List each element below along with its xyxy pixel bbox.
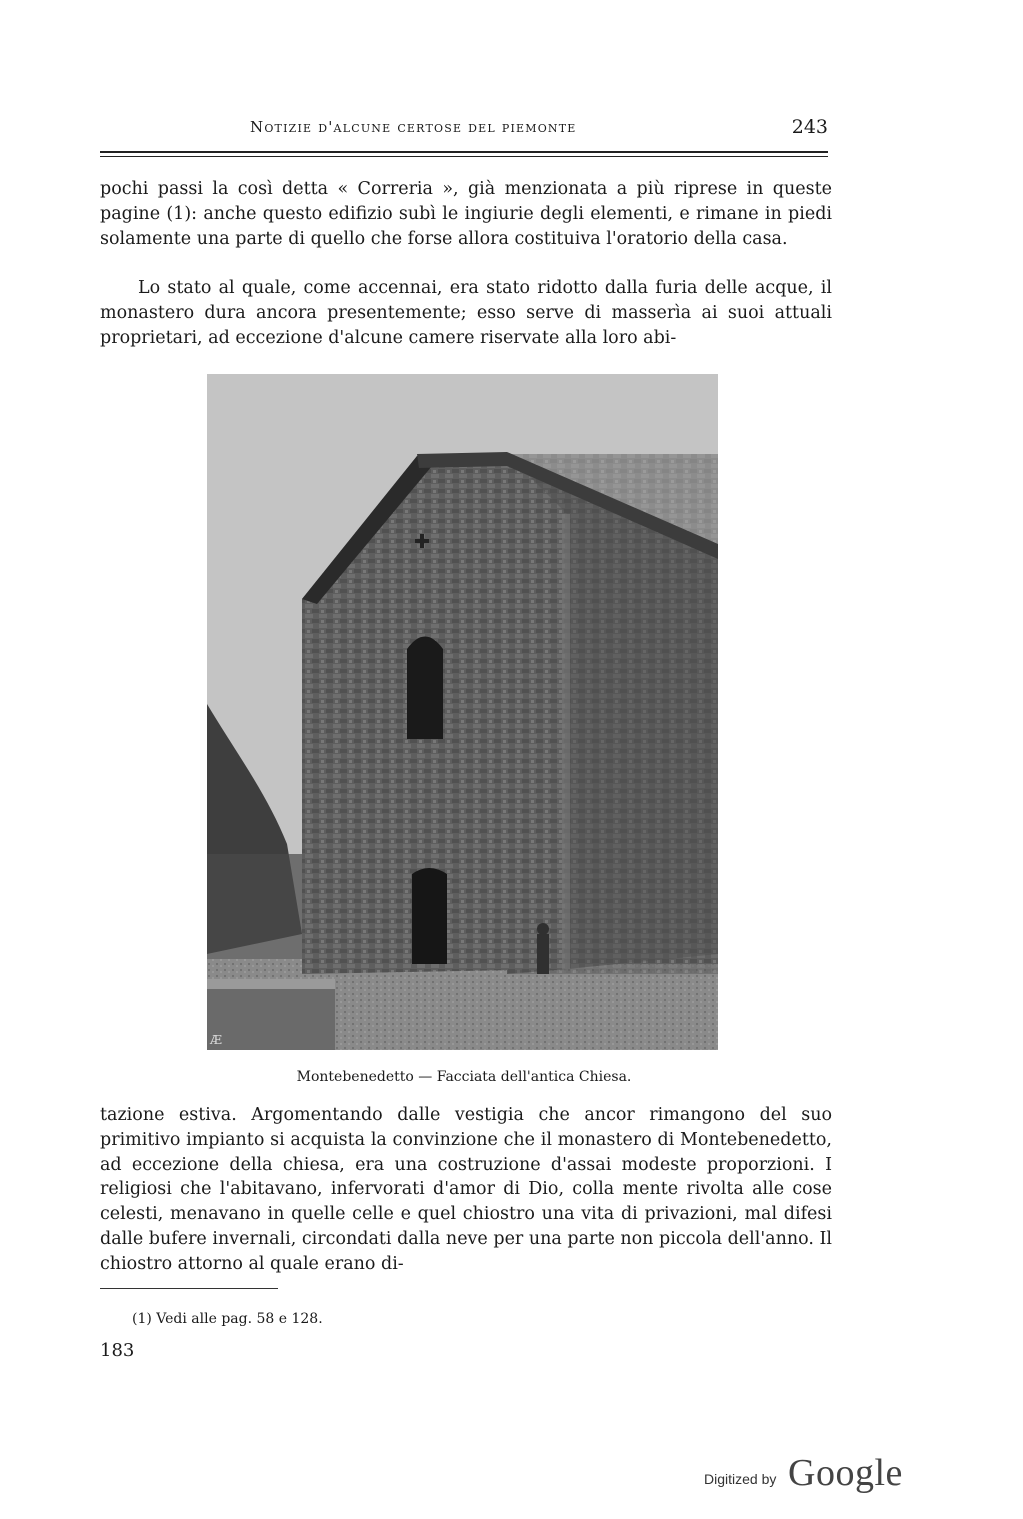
church-photograph: [207, 374, 718, 1050]
figure-caption: Montebenedetto — Facciata dell'antica Chiesa.: [296, 1069, 632, 1085]
google-logo: Google: [788, 1452, 903, 1494]
paragraph-3: tazione estiva. Argomentando dalle vestigia che ancor rimangono del suo primitivo impianto si acquista la convinzione che il monastero di Montebenedetto, ad eccezione della chiesa, era una costruzione d'assai modeste proporzioni. I religiosi che l'abitavano, infervorati d'amor di Dio, colla mente rivolta alle cose celesti, menavano in quelle celle e quel chiostro una vita di privazioni, mal difesi dalle bufere invernali, circondati dalla neve per una parte non piccola dell'anno. Il chiostro attorno al quale erano di-: [100, 1105, 832, 1274]
digitized-by-watermark: [704, 1452, 924, 1495]
church-door: [412, 868, 447, 964]
header-rule-thick: [100, 151, 828, 153]
header-rule-thin: [100, 156, 828, 157]
footnote-rule: [100, 1288, 278, 1289]
signature-mark: 183: [100, 1340, 135, 1361]
engraver-mark: Æ: [210, 1033, 223, 1047]
header-title: Notizie d'alcune certose del piemonte: [250, 118, 577, 136]
footnote: (1) Vedi alle pag. 58 e 128.: [132, 1311, 323, 1327]
digitized-label: Digitized by: [704, 1471, 777, 1487]
paragraph-2: Lo stato al quale, come accennai, era stato ridotto dalla furia delle acque, il monastero dura ancora presentemente; esso serve di masserìa ai suoi attuali proprietari, ad eccezione d'alcune camere riservate alla loro abi-: [100, 278, 832, 348]
page-number: 243: [791, 116, 828, 138]
paragraph-1: pochi passi la così detta « Correria », già menzionata a più riprese in queste pagine (1): anche questo edifizio subì le ingiurie degli elementi, e rimane in piedi solamente una parte di quello che forse allora costituiva l'oratorio della casa.: [100, 179, 832, 249]
running-header: [100, 116, 828, 142]
arched-window: [407, 637, 443, 740]
well: [207, 984, 335, 1050]
